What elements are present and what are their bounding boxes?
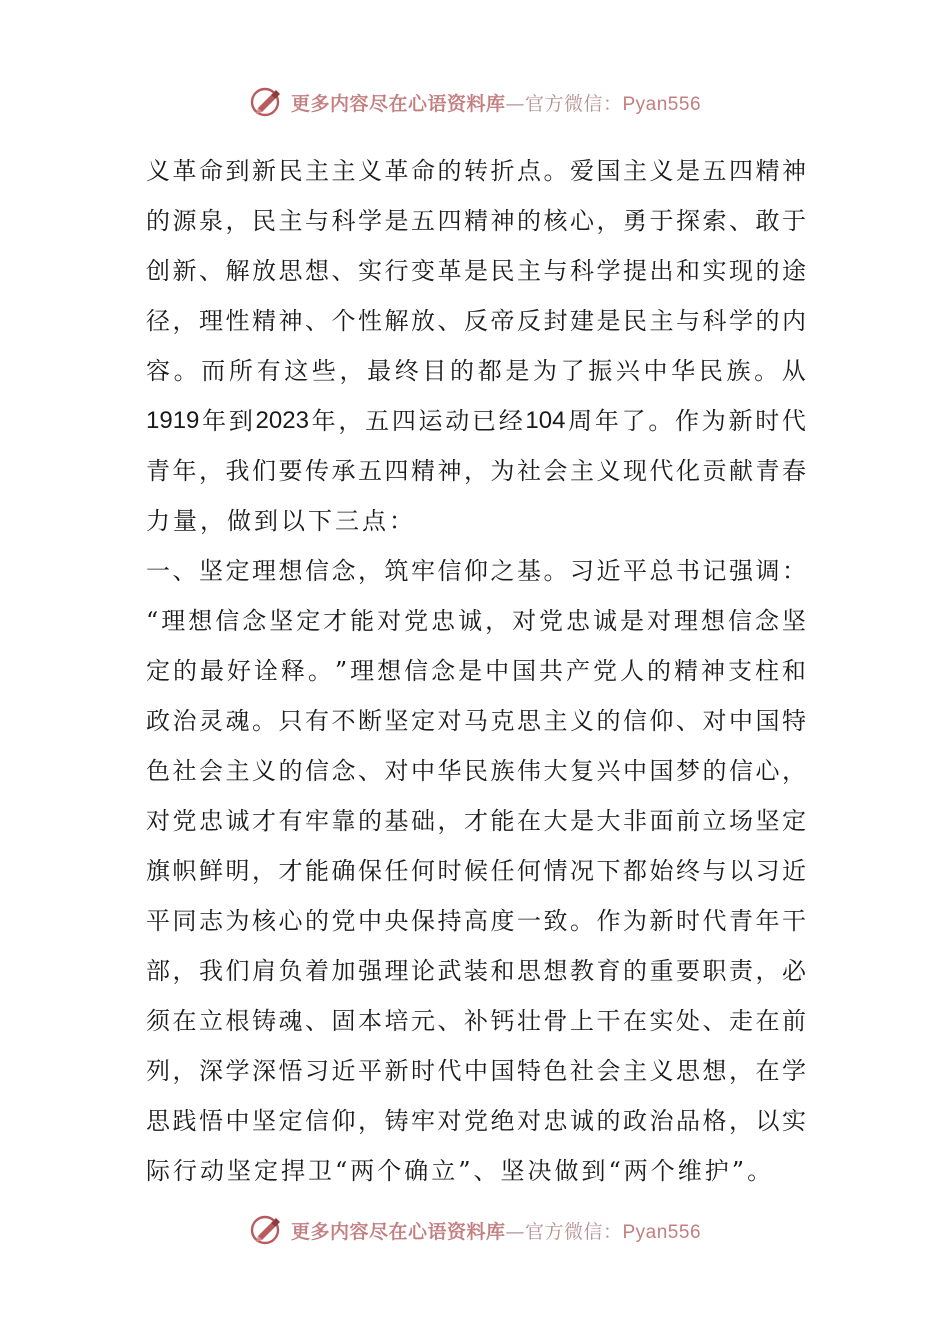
header-banner <box>0 82 950 122</box>
footer-text-sep: —官方微信： <box>505 1220 623 1243</box>
footer-text-id: Pyan556 <box>622 1221 702 1243</box>
document-body <box>146 146 806 1196</box>
paragraph-line: “ 理 想 信 念 坚 定 才 能 对 党 忠 诚 ， 对 党 忠 诚 是 对 理 想 信 念 坚 <box>146 607 806 635</box>
paragraph-line: 色 社 会 主 义 的 信 念 、 对 中 华 民 族 伟 大 复 兴 中 国 梦 的 信 心 ， <box>146 757 806 785</box>
footer-text-title: 更多内容尽在心语资料库 <box>290 1220 506 1243</box>
paragraph-line: 旗 帜 鲜 明 ， 才 能 确 保 任 何 时 候 任 何 情 况 下 都 始 终 与 以 习 近 <box>146 857 806 885</box>
paragraph-line: 的 源 泉 ， 民 主 与 科 学 是 五 四 精 神 的 核 心 ， 勇 于 探 索 、 敢 于 <box>146 207 806 235</box>
footer-text <box>291 1217 701 1244</box>
header-text-sep: —官方微信： <box>505 92 623 115</box>
paragraph-line: 容 。 而 所 有 这 些 ， 最 终 目 的 都 是 为 了 振 兴 中 华 民 族 。 从 <box>146 357 806 385</box>
pen-logo-icon <box>249 1212 285 1248</box>
paragraph-line: 青 年 ， 我 们 要 传 承 五 四 精 神 ， 为 社 会 主 义 现 代 化 贡 献 青 春 <box>146 457 806 485</box>
pen-logo-icon <box>249 84 285 120</box>
header-text-title: 更多内容尽在心语资料库 <box>290 92 506 115</box>
paragraph-line: 1919 年 到 2023 年 ， 五 四 运 动 已 经 104 周 年 了 。 作 为 新 时 代 <box>146 407 806 435</box>
paragraph-line: 部 ， 我 们 肩 负 着 加 强 理 论 武 装 和 思 想 教 育 的 重 要 职 责 ， 必 <box>146 957 806 985</box>
paragraph-line: 一 、 坚 定 理 想 信 念 ， 筑 牢 信 仰 之 基 。 习 近 平 总 书 记 强 调 ： <box>146 557 806 585</box>
paragraph-line: 须 在 立 根 铸 魂 、 固 本 培 元 、 补 钙 壮 骨 上 干 在 实 处 、 走 在 前 <box>146 1007 806 1035</box>
paragraph-line: 际行动坚定捍卫“两个确立”、坚决做到“两个维护”。 <box>146 1157 775 1185</box>
paragraph-line: 政 治 灵 魂 。 只 有 不 断 坚 定 对 马 克 思 主 义 的 信 仰 、 对 中 国 特 <box>146 707 806 735</box>
paragraph-line: 列 ， 深 学 深 悟 习 近 平 新 时 代 中 国 特 色 社 会 主 义 思 想 ， 在 学 <box>146 1057 806 1085</box>
header-text-id: Pyan556 <box>622 93 702 115</box>
footer-banner <box>0 1210 950 1250</box>
paragraph-line: 力量，做到以下三点： <box>146 507 416 535</box>
paragraph-line: 定 的 最 好 诠 释 。 ” 理 想 信 念 是 中 国 共 产 党 人 的 精 神 支 柱 和 <box>146 657 806 685</box>
paragraph-line: 对 党 忠 诚 才 有 牢 靠 的 基 础 ， 才 能 在 大 是 大 非 面 前 立 场 坚 定 <box>146 807 806 835</box>
paragraph-line: 平 同 志 为 核 心 的 党 中 央 保 持 高 度 一 致 。 作 为 新 时 代 青 年 干 <box>146 907 806 935</box>
paragraph-line: 创 新 、 解 放 思 想 、 实 行 变 革 是 民 主 与 科 学 提 出 和 实 现 的 途 <box>146 257 806 285</box>
header-text <box>291 89 701 116</box>
paragraph-line: 径 ， 理 性 精 神 、 个 性 解 放 、 反 帝 反 封 建 是 民 主 与 科 学 的 内 <box>146 307 806 335</box>
paragraph-line: 义 革 命 到 新 民 主 主 义 革 命 的 转 折 点 。 爱 国 主 义 是 五 四 精 神 <box>146 157 806 185</box>
paragraph-line: 思 践 悟 中 坚 定 信 仰 ， 铸 牢 对 党 绝 对 忠 诚 的 政 治 品 格 ， 以 实 <box>146 1107 806 1135</box>
